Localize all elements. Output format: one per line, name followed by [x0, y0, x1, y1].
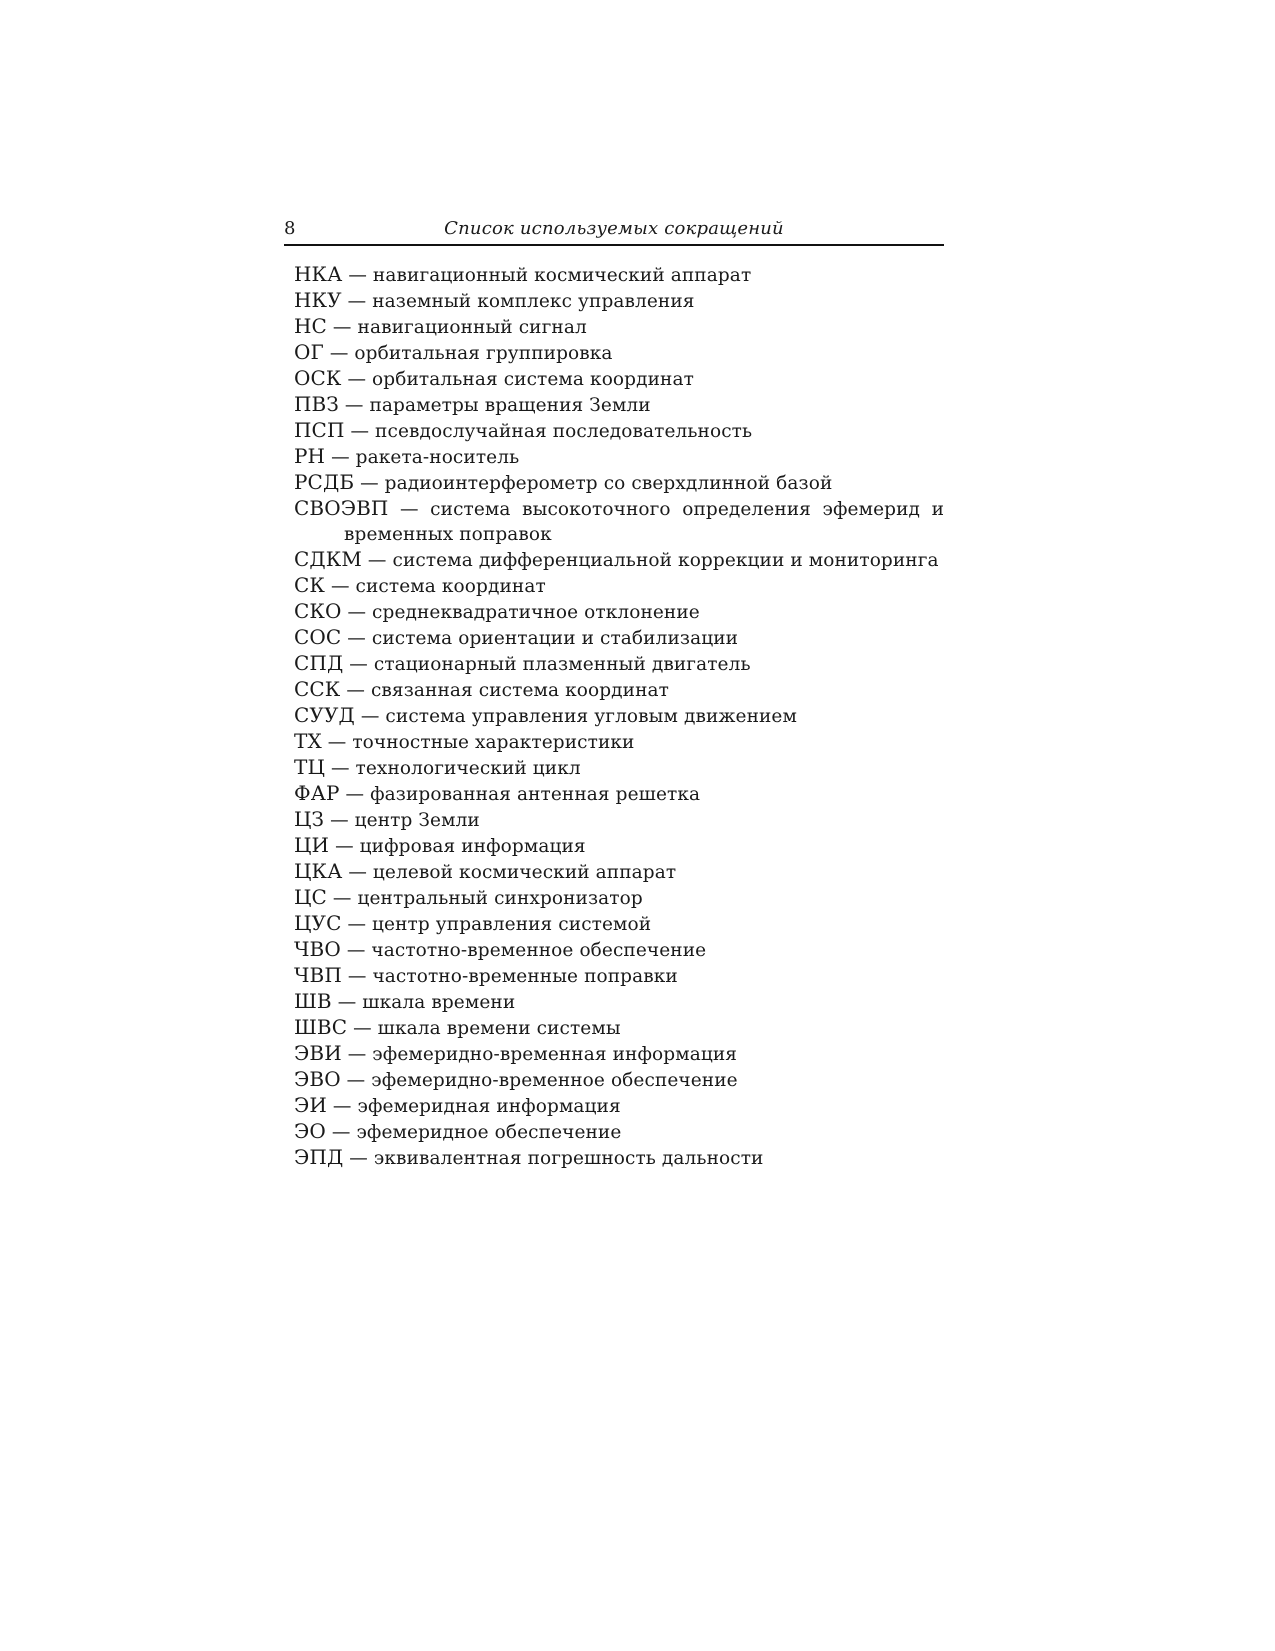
abbreviation-term: РН [294, 444, 326, 468]
abbreviation-entry [294, 470, 944, 496]
abbreviation-definition: — эфемеридное обеспечение [325, 1122, 622, 1143]
abbreviation-entry [294, 1041, 944, 1067]
abbreviation-term: ЧВО [294, 937, 341, 961]
abbreviation-term: СКО [294, 599, 342, 623]
abbreviation-definition: — орбитальная группировка [323, 343, 613, 364]
abbreviation-definition: — частотно-временные поправки [341, 966, 678, 987]
abbreviation-definition: — точностные характеристики [321, 732, 635, 753]
abbreviation-term: НС [294, 314, 327, 338]
abbreviation-term: ОГ [294, 340, 324, 364]
abbreviation-definition: — шкала времени [331, 992, 516, 1013]
abbreviation-list [294, 262, 944, 1171]
abbreviation-term: ЭВИ [294, 1041, 342, 1065]
abbreviation-definition: — частотно-временное обеспечение [340, 940, 707, 961]
abbreviation-entry [294, 1093, 944, 1119]
abbreviation-entry [294, 651, 944, 677]
abbreviation-term: ШВС [294, 1015, 348, 1039]
abbreviation-term: СУУД [294, 703, 355, 727]
abbreviation-term: ПВЗ [294, 392, 339, 416]
abbreviation-term: ЦЗ [294, 807, 325, 831]
abbreviation-definition: — центр управления системой [341, 914, 652, 935]
abbreviation-entry [294, 781, 944, 807]
page-number: 8 [284, 218, 296, 239]
abbreviation-term: ЧВП [294, 963, 342, 987]
abbreviation-definition: — навигационный сигнал [326, 317, 587, 338]
abbreviation-definition: — связанная система координат [340, 680, 669, 701]
abbreviation-entry [294, 807, 944, 833]
abbreviation-definition: — среднеквадратичное отклонение [341, 602, 700, 623]
abbreviation-entry [294, 1119, 944, 1145]
abbreviation-entry [294, 547, 944, 573]
abbreviation-entry [294, 366, 944, 392]
abbreviation-term: ЦУС [294, 911, 342, 935]
abbreviation-definition: — система ориентации и стабилизации [341, 628, 739, 649]
abbreviation-term: ЭИ [294, 1093, 327, 1117]
abbreviation-term: ОСК [294, 366, 342, 390]
abbreviation-entry [294, 1145, 944, 1171]
abbreviation-entry [294, 288, 944, 314]
abbreviation-term: ЦКА [294, 859, 343, 883]
running-header [284, 216, 944, 246]
abbreviation-term: ЭВО [294, 1067, 341, 1091]
abbreviation-definition: — навигационный космический аппарат [342, 265, 752, 286]
abbreviation-definition: — технологический цикл [324, 758, 581, 779]
abbreviation-definition: — шкала времени системы [347, 1018, 621, 1039]
abbreviation-entry [294, 911, 944, 937]
abbreviation-term: ФАР [294, 781, 340, 805]
abbreviation-definition: — цифровая информация [329, 836, 586, 857]
abbreviation-term: ТЦ [294, 755, 325, 779]
abbreviation-entry [294, 418, 944, 444]
abbreviation-term: СПД [294, 651, 344, 675]
abbreviation-term: РСДБ [294, 470, 355, 494]
abbreviation-term: ЭО [294, 1119, 326, 1143]
abbreviation-entry [294, 859, 944, 885]
abbreviation-entry [294, 703, 944, 729]
abbreviation-definition: — эфемеридная информация [326, 1096, 621, 1117]
abbreviation-term: ЦИ [294, 833, 330, 857]
abbreviation-entry [294, 599, 944, 625]
abbreviation-definition: — система дифференциальной коррекции и мониторинга [361, 550, 939, 571]
abbreviation-definition: — система управления угловым движением [354, 706, 797, 727]
header-title: Список используемых сокращений [444, 218, 784, 239]
abbreviation-definition: — ракета-носитель [325, 447, 520, 468]
abbreviation-entry [294, 1015, 944, 1041]
abbreviation-definition: — псевдослучайная последовательность [344, 421, 753, 442]
abbreviation-entry [294, 314, 944, 340]
abbreviation-entry [294, 833, 944, 859]
abbreviation-entry [294, 496, 944, 547]
abbreviation-definition: — целевой космический аппарат [342, 862, 677, 883]
abbreviation-term: СВОЭВП [294, 496, 389, 520]
abbreviation-definition: — параметры вращения Земли [338, 395, 651, 416]
abbreviation-term: НКА [294, 262, 343, 286]
abbreviation-term: ТХ [294, 729, 322, 753]
abbreviation-entry [294, 340, 944, 366]
abbreviation-definition: — стационарный плазменный двигатель [343, 654, 751, 675]
abbreviation-term: ЭПД [294, 1145, 344, 1169]
abbreviation-entry [294, 625, 944, 651]
abbreviation-term: ШВ [294, 989, 332, 1013]
abbreviation-definition: — эфемеридно-временное обеспечение [340, 1070, 738, 1091]
abbreviation-definition: — эфемеридно-временная информация [341, 1044, 738, 1065]
abbreviation-entry [294, 885, 944, 911]
abbreviation-definition: — эквивалентная погрешность дальности [343, 1148, 764, 1169]
abbreviation-definition: — орбитальная система координат [341, 369, 694, 390]
abbreviation-term: СК [294, 573, 325, 597]
abbreviation-entry [294, 262, 944, 288]
abbreviation-term: ПСП [294, 418, 345, 442]
abbreviation-entry [294, 937, 944, 963]
abbreviation-entry [294, 1067, 944, 1093]
abbreviation-definition: — система высокоточного определения эфемерид и временных поправок [344, 499, 944, 545]
abbreviation-entry [294, 963, 944, 989]
abbreviation-entry [294, 729, 944, 755]
abbreviation-term: ЦС [294, 885, 327, 909]
abbreviation-entry [294, 444, 944, 470]
abbreviation-entry [294, 573, 944, 599]
abbreviation-term: ССК [294, 677, 341, 701]
abbreviation-term: СОС [294, 625, 342, 649]
abbreviation-definition: — наземный комплекс управления [341, 291, 695, 312]
abbreviation-term: НКУ [294, 288, 342, 312]
abbreviation-definition: — фазированная антенная решетка [339, 784, 701, 805]
abbreviation-entry [294, 755, 944, 781]
abbreviation-definition: — радиоинтерферометр со сверхдлинной базой [354, 473, 833, 494]
abbreviation-definition: — центральный синхронизатор [326, 888, 643, 909]
abbreviation-entry [294, 677, 944, 703]
abbreviation-definition: — центр Земли [324, 810, 480, 831]
abbreviation-entry [294, 392, 944, 418]
abbreviation-term: СДКМ [294, 547, 362, 571]
abbreviation-entry [294, 989, 944, 1015]
abbreviation-definition: — система координат [324, 576, 546, 597]
